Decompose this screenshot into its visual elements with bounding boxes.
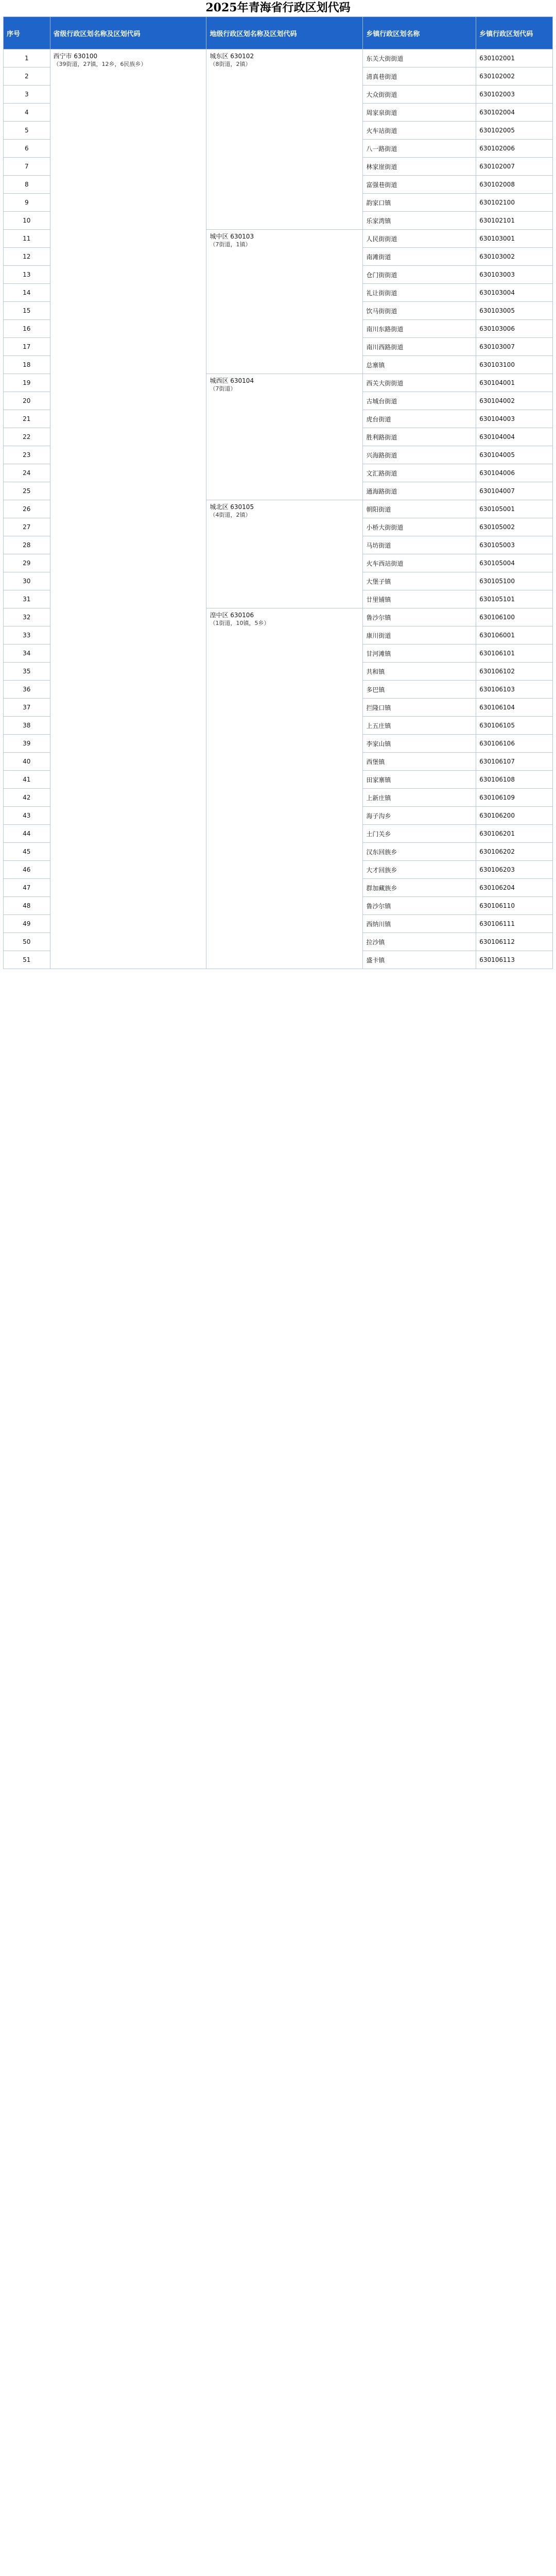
township-code: 630106109	[476, 789, 553, 807]
township-code: 630102007	[476, 158, 553, 176]
township-name: 虎台街道	[363, 410, 476, 428]
table-body	[4, 49, 553, 969]
header-township-code: 乡镇行政区划代码	[476, 17, 553, 49]
prefecture-name: 湟中区 630106	[210, 612, 254, 619]
header-township-name: 乡镇行政区划名称	[363, 17, 476, 49]
township-name: 田家寨镇	[363, 771, 476, 789]
township-code: 630106113	[476, 951, 553, 969]
row-index: 22	[4, 428, 50, 446]
township-name: 海子沟乡	[363, 807, 476, 825]
prefecture-note: （7街道）	[210, 385, 236, 392]
province-note: （39街道，27镇，12乡，6民族乡）	[53, 61, 147, 67]
township-code: 630102003	[476, 86, 553, 104]
row-index: 16	[4, 320, 50, 338]
header-prefecture: 地级行政区划名称及区划代码	[206, 17, 363, 49]
township-code: 630106110	[476, 897, 553, 915]
row-index: 25	[4, 482, 50, 500]
row-index: 41	[4, 771, 50, 789]
township-code: 630106103	[476, 681, 553, 699]
row-index: 49	[4, 915, 50, 933]
township-name: 群加藏族乡	[363, 879, 476, 897]
prefecture-cell	[206, 49, 363, 230]
row-index: 14	[4, 284, 50, 302]
township-name: 大众街街道	[363, 86, 476, 104]
row-index: 46	[4, 861, 50, 879]
township-code: 630104003	[476, 410, 553, 428]
township-name: 南川西路街道	[363, 338, 476, 356]
township-name: 马坊街道	[363, 536, 476, 554]
prefecture-name: 城北区 630105	[210, 503, 254, 511]
division-code-table	[3, 16, 553, 969]
township-code: 630103001	[476, 230, 553, 248]
township-code: 630106102	[476, 663, 553, 681]
township-name: 通海路街道	[363, 482, 476, 500]
prefecture-name: 城东区 630102	[210, 53, 254, 60]
township-code: 630104004	[476, 428, 553, 446]
township-code: 630106111	[476, 915, 553, 933]
township-name: 仓门街街道	[363, 266, 476, 284]
township-name: 饮马街街道	[363, 302, 476, 320]
township-name: 大堡子镇	[363, 572, 476, 590]
row-index: 44	[4, 825, 50, 843]
township-code: 630106101	[476, 645, 553, 663]
township-name: 火车站街道	[363, 122, 476, 140]
township-name: 拦隆口镇	[363, 699, 476, 717]
township-code: 630102001	[476, 49, 553, 67]
township-name: 南滩街道	[363, 248, 476, 266]
row-index: 42	[4, 789, 50, 807]
township-code: 630105004	[476, 554, 553, 572]
township-name: 人民街街道	[363, 230, 476, 248]
row-index: 11	[4, 230, 50, 248]
row-index: 37	[4, 699, 50, 717]
township-name: 韵家口镇	[363, 194, 476, 212]
township-code: 630106105	[476, 717, 553, 735]
township-name: 南川东路街道	[363, 320, 476, 338]
township-name: 拉沙镇	[363, 933, 476, 951]
row-index: 6	[4, 140, 50, 158]
township-code: 630104006	[476, 464, 553, 482]
row-index: 35	[4, 663, 50, 681]
prefecture-name: 城中区 630103	[210, 233, 254, 240]
row-index: 1	[4, 49, 50, 67]
township-code: 630106204	[476, 879, 553, 897]
prefecture-note: （7街道，1镇）	[210, 241, 251, 248]
township-code: 630106107	[476, 753, 553, 771]
prefecture-cell	[206, 608, 363, 969]
township-name: 廿里铺镇	[363, 590, 476, 608]
row-index: 32	[4, 608, 50, 626]
township-code: 630102004	[476, 104, 553, 122]
township-code: 630106112	[476, 933, 553, 951]
township-code: 630104005	[476, 446, 553, 464]
row-index: 31	[4, 590, 50, 608]
township-code: 630105101	[476, 590, 553, 608]
township-name: 林家崖街道	[363, 158, 476, 176]
township-name: 大才回族乡	[363, 861, 476, 879]
province-name: 西宁市 630100	[53, 53, 98, 60]
row-index: 5	[4, 122, 50, 140]
row-index: 45	[4, 843, 50, 861]
row-index: 27	[4, 518, 50, 536]
township-code: 630106108	[476, 771, 553, 789]
row-index: 15	[4, 302, 50, 320]
row-index: 50	[4, 933, 50, 951]
township-name: 甘河滩镇	[363, 645, 476, 663]
township-name: 兴海路街道	[363, 446, 476, 464]
row-index: 39	[4, 735, 50, 753]
province-cell	[50, 49, 206, 969]
prefecture-note: （1街道，10镇，5乡）	[210, 620, 270, 626]
row-index: 29	[4, 554, 50, 572]
township-code: 630102101	[476, 212, 553, 230]
township-code: 630105100	[476, 572, 553, 590]
township-code: 630106202	[476, 843, 553, 861]
township-name: 乐家湾镇	[363, 212, 476, 230]
township-name: 古城台街道	[363, 392, 476, 410]
township-code: 630104001	[476, 374, 553, 392]
township-code: 630106100	[476, 608, 553, 626]
township-code: 630103007	[476, 338, 553, 356]
township-code: 630103100	[476, 356, 553, 374]
prefecture-cell	[206, 374, 363, 500]
row-index: 24	[4, 464, 50, 482]
township-code: 630106201	[476, 825, 553, 843]
row-index: 34	[4, 645, 50, 663]
row-index: 47	[4, 879, 50, 897]
row-index: 40	[4, 753, 50, 771]
row-index: 38	[4, 717, 50, 735]
row-index: 10	[4, 212, 50, 230]
township-name: 多巴镇	[363, 681, 476, 699]
township-code: 630103003	[476, 266, 553, 284]
township-code: 630103002	[476, 248, 553, 266]
township-name: 李家山镇	[363, 735, 476, 753]
row-index: 12	[4, 248, 50, 266]
row-index: 48	[4, 897, 50, 915]
township-name: 汉东回族乡	[363, 843, 476, 861]
township-name: 文汇路街道	[363, 464, 476, 482]
document-title: 2025年青海省行政区划代码	[205, 1, 351, 14]
row-index: 33	[4, 626, 50, 645]
township-name: 共和镇	[363, 663, 476, 681]
prefecture-name: 城西区 630104	[210, 377, 254, 384]
township-code: 630106106	[476, 735, 553, 753]
township-code: 630104007	[476, 482, 553, 500]
township-code: 630102100	[476, 194, 553, 212]
township-name: 盛卡镇	[363, 951, 476, 969]
township-name: 总寨镇	[363, 356, 476, 374]
row-index: 18	[4, 356, 50, 374]
row-index: 2	[4, 67, 50, 86]
township-name: 鲁沙尔镇	[363, 897, 476, 915]
township-name: 八一路街道	[363, 140, 476, 158]
table-header-row	[4, 17, 553, 49]
township-code: 630102005	[476, 122, 553, 140]
township-name: 东关大街街道	[363, 49, 476, 67]
row-index: 7	[4, 158, 50, 176]
table-row	[4, 49, 553, 67]
row-index: 23	[4, 446, 50, 464]
row-index: 9	[4, 194, 50, 212]
prefecture-note: （4街道，2镇）	[210, 512, 251, 518]
prefecture-note: （8街道，2镇）	[210, 61, 251, 67]
township-code: 630106001	[476, 626, 553, 645]
row-index: 3	[4, 86, 50, 104]
township-code: 630105001	[476, 500, 553, 518]
township-name: 火车西站街道	[363, 554, 476, 572]
township-name: 富强巷街道	[363, 176, 476, 194]
township-name: 朝阳街道	[363, 500, 476, 518]
township-name: 上新庄镇	[363, 789, 476, 807]
township-name: 周家泉街道	[363, 104, 476, 122]
township-name: 西关大街街道	[363, 374, 476, 392]
township-name: 上五庄镇	[363, 717, 476, 735]
township-code: 630106104	[476, 699, 553, 717]
row-index: 19	[4, 374, 50, 392]
township-code: 630106203	[476, 861, 553, 879]
township-name: 土门关乡	[363, 825, 476, 843]
township-name: 清真巷街道	[363, 67, 476, 86]
township-code: 630105003	[476, 536, 553, 554]
township-name: 西堡镇	[363, 753, 476, 771]
township-name: 小桥大街街道	[363, 518, 476, 536]
row-index: 21	[4, 410, 50, 428]
header-province: 省级行政区划名称及区划代码	[50, 17, 206, 49]
township-code: 630103006	[476, 320, 553, 338]
row-index: 17	[4, 338, 50, 356]
row-index: 36	[4, 681, 50, 699]
row-index: 30	[4, 572, 50, 590]
township-code: 630103004	[476, 284, 553, 302]
township-name: 胜利路街道	[363, 428, 476, 446]
header-index: 序号	[4, 17, 50, 49]
row-index: 43	[4, 807, 50, 825]
township-code: 630103005	[476, 302, 553, 320]
prefecture-cell	[206, 500, 363, 608]
row-index: 13	[4, 266, 50, 284]
township-code: 630102006	[476, 140, 553, 158]
township-code: 630105002	[476, 518, 553, 536]
township-code: 630102002	[476, 67, 553, 86]
row-index: 20	[4, 392, 50, 410]
row-index: 8	[4, 176, 50, 194]
township-code: 630104002	[476, 392, 553, 410]
row-index: 51	[4, 951, 50, 969]
township-name: 康川街道	[363, 626, 476, 645]
township-name: 鲁沙尔镇	[363, 608, 476, 626]
row-index: 26	[4, 500, 50, 518]
township-code: 630106200	[476, 807, 553, 825]
prefecture-cell	[206, 230, 363, 374]
row-index: 28	[4, 536, 50, 554]
row-index: 4	[4, 104, 50, 122]
township-code: 630102008	[476, 176, 553, 194]
township-name: 礼让街街道	[363, 284, 476, 302]
township-name: 西纳川镇	[363, 915, 476, 933]
